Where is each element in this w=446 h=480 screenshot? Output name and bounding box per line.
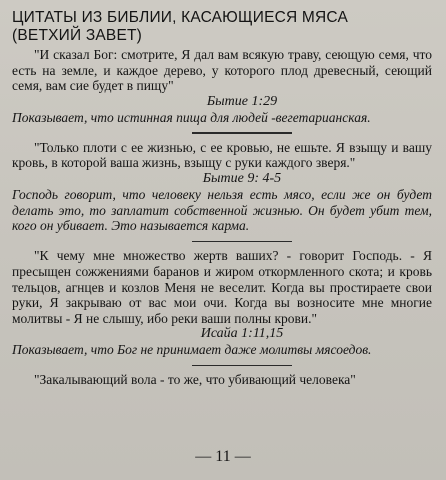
scripture-reference: Исайа 1:11,15 (200, 326, 284, 342)
page-subtitle: (ВЕТХИЙ ЗАВЕТ) (12, 27, 143, 44)
commentary-text: Показывает, что истинная пища для людей -вегетарианская. (12, 109, 371, 125)
quote-text: "Только плоти с ее жизнью, с ее кровью, не ешьте. Я взыщу и вашу кровь, в которой ваша жизнь, взыщу с руки каждого зверя." (12, 139, 432, 171)
quote-text: "И сказал Бог: смотрите, Я дал вам всякую траву, сеющую семя, что есть на земле, и каждое дерево, у которого плод древесный, сеющий семя, вам сие будет в пищу" (12, 47, 432, 94)
page-number: — 11 — (195, 448, 251, 465)
citation-block-1 (12, 47, 432, 125)
section-divider (192, 241, 292, 243)
section-divider (192, 365, 292, 367)
citation-block-3 (12, 248, 432, 358)
quote-text: "Закалывающий вола - то же, что убивающий человека" (34, 372, 356, 388)
commentary-text: Показывает, что Бог не принимает даже молитвы мясоедов. (12, 342, 372, 358)
scripture-reference: Бытие 1:29 (206, 93, 278, 109)
page-title: ЦИТАТЫ ИЗ БИБЛИИ, КАСАЮЩИЕСЯ МЯСА (12, 9, 349, 26)
scripture-reference: Бытие 9: 4-5 (202, 171, 282, 187)
commentary-text: Господь говорит, что человеку нельзя есть мясо, если же он будет делать это, то заплатит собственной жизнью. Он будет убит тем, кого он убивает. Это называется карма. (12, 187, 432, 234)
citation-block-4 (12, 372, 432, 388)
quote-text: "К чему мне множество жертв ваших? - говорит Господь. - Я пресыщен сожжениями баранов и жиром откормленного скота; и кровь тельцов, агнцев и козлов Меня не веселит. Когда вы простираете свои руки, Я закрываю от вас мои очи. Когда вы возносите мне многие молитвы - Я не слышу, ибо реки ваши полны крови." (12, 248, 432, 326)
section-divider (192, 132, 292, 134)
citation-block-2 (12, 140, 432, 234)
